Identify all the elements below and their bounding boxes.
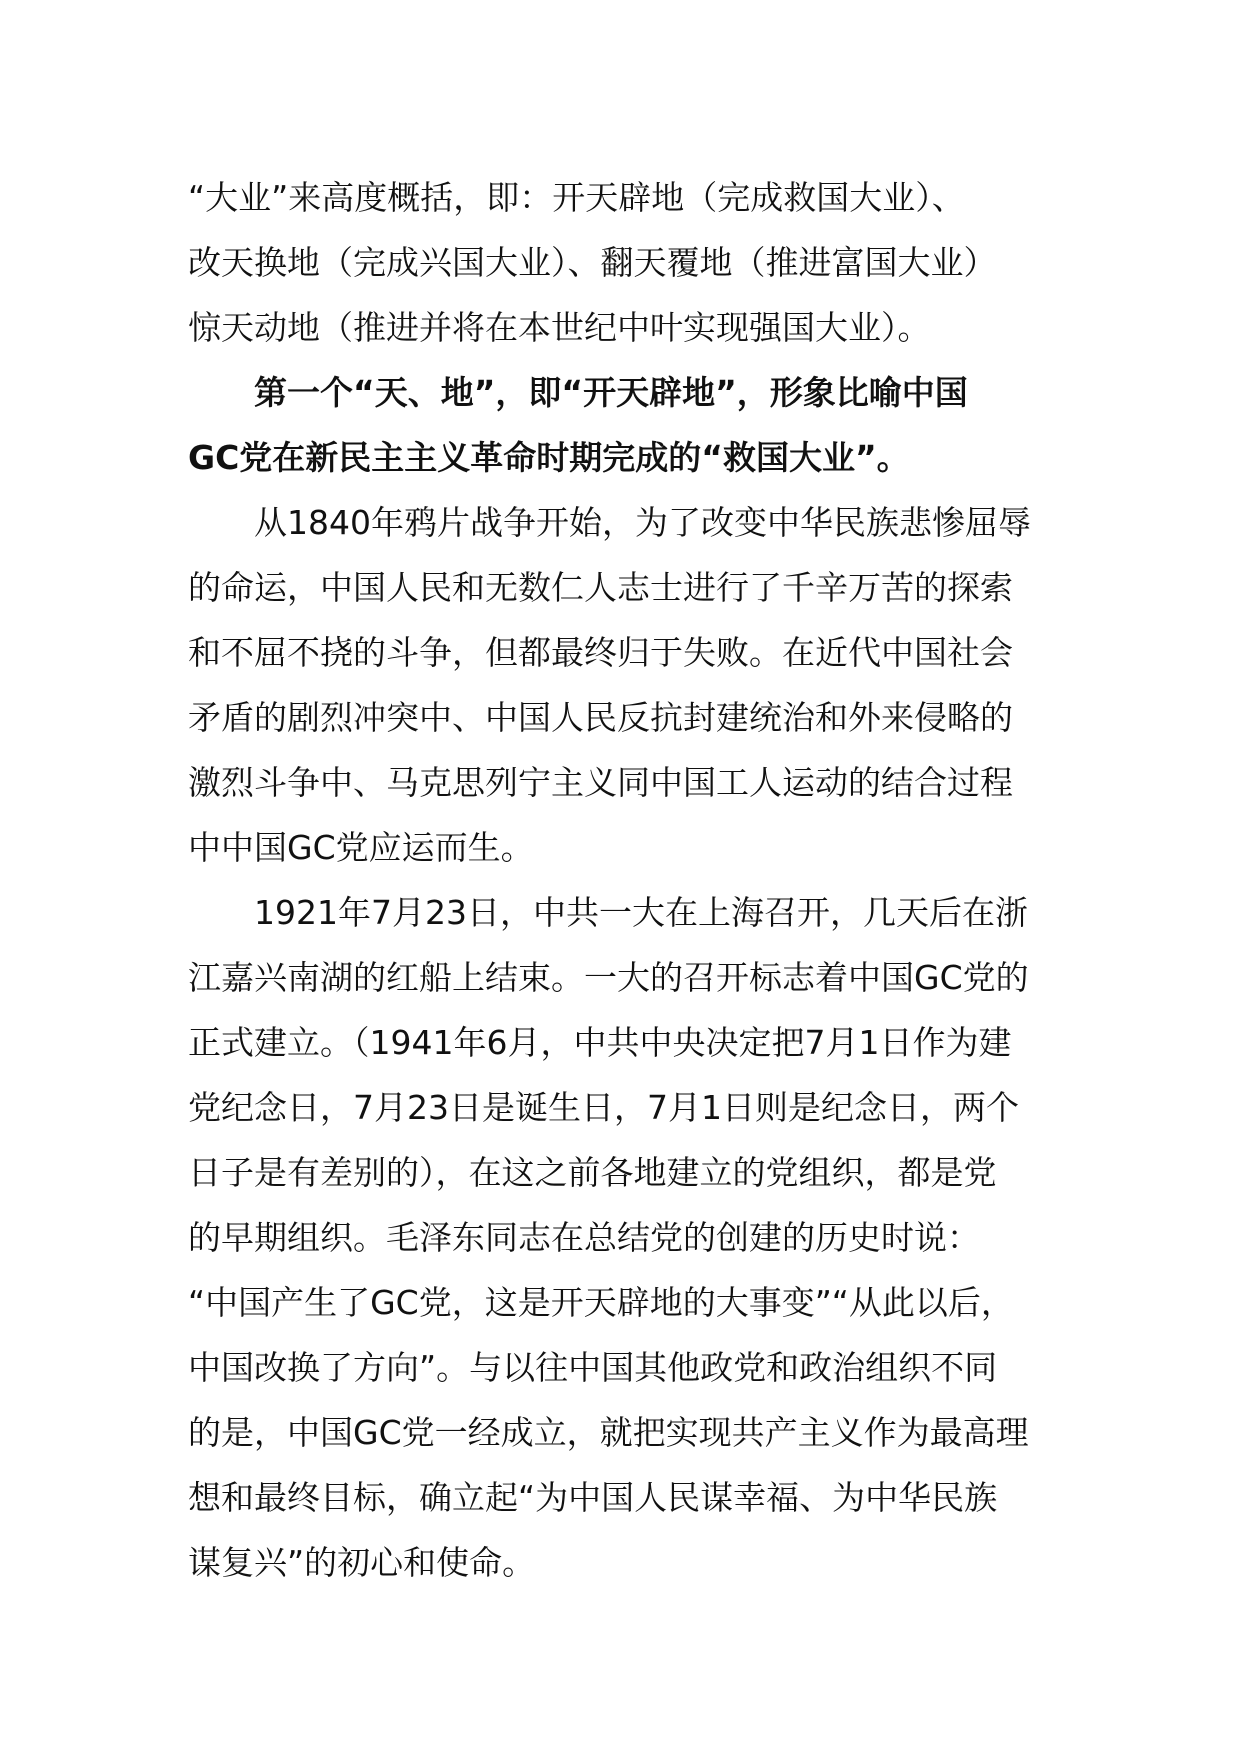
- document-body: [188, 165, 1056, 1595]
- text-line: 从1840年鸦片战争开始，为了改变中华民族悲惨屈辱: [254, 503, 1031, 542]
- paragraph-founding: [188, 880, 1056, 1595]
- text-line: 江嘉兴南湖的红船上结束。一大的召开标志着中国GC党的: [188, 958, 1029, 997]
- text-line: 的命运，中国人民和无数仁人志士进行了千辛万苦的探索: [188, 568, 1013, 607]
- text-line: 激烈斗争中、马克思列宁主义同中国工人运动的结合过程: [188, 763, 1013, 802]
- text-line: 中中国GC党应运而生。: [188, 828, 534, 867]
- text-line: 正式建立。（1941年6月，中共中央决定把7月1日作为建: [188, 1023, 1012, 1062]
- heading-line: 第一个“天、地”，即“开天辟地”，形象比喻中国: [254, 373, 968, 412]
- text-line: 谋复兴”的初心和使命。: [188, 1543, 536, 1582]
- text-line: 中国改换了方向”。与以往中国其他政党和政治组织不同: [188, 1348, 998, 1387]
- heading-line: GC党在新民主主义革命时期完成的“救国大业”。: [188, 438, 910, 477]
- text-line: 矛盾的剧烈冲突中、中国人民反抗封建统治和外来侵略的: [188, 698, 1013, 737]
- text-line: 想和最终目标，确立起“为中国人民谋幸福、为中华民族: [188, 1478, 998, 1517]
- section-heading: [188, 360, 1056, 490]
- text-line: 的是，中国GC党一经成立，就把实现共产主义作为最高理: [188, 1413, 1029, 1452]
- text-line: 的早期组织。毛泽东同志在总结党的创建的历史时说：: [188, 1218, 980, 1257]
- paragraph-history: [188, 490, 1056, 880]
- text-line: “大业”来高度概括，即：开天辟地（完成救国大业）、: [188, 178, 965, 217]
- text-line: 1921年7月23日，中共一大在上海召开，几天后在浙: [254, 893, 1028, 932]
- text-line: 和不屈不挠的斗争，但都最终归于失败。在近代中国社会: [188, 633, 1013, 672]
- text-line: 日子是有差别的），在这之前各地建立的党组织，都是党: [188, 1153, 997, 1192]
- text-line: 惊天动地（推进并将在本世纪中叶实现强国大业）。: [188, 308, 931, 347]
- text-line: 改天换地（完成兴国大业）、翻天覆地（推进富国大业）: [188, 243, 997, 282]
- paragraph-summary: [188, 165, 1056, 360]
- text-line: “中国产生了GC党，这是开天辟地的大事变”“从此以后，: [188, 1283, 1014, 1322]
- text-line: 党纪念日，7月23日是诞生日，7月1日则是纪念日，两个: [188, 1088, 1019, 1127]
